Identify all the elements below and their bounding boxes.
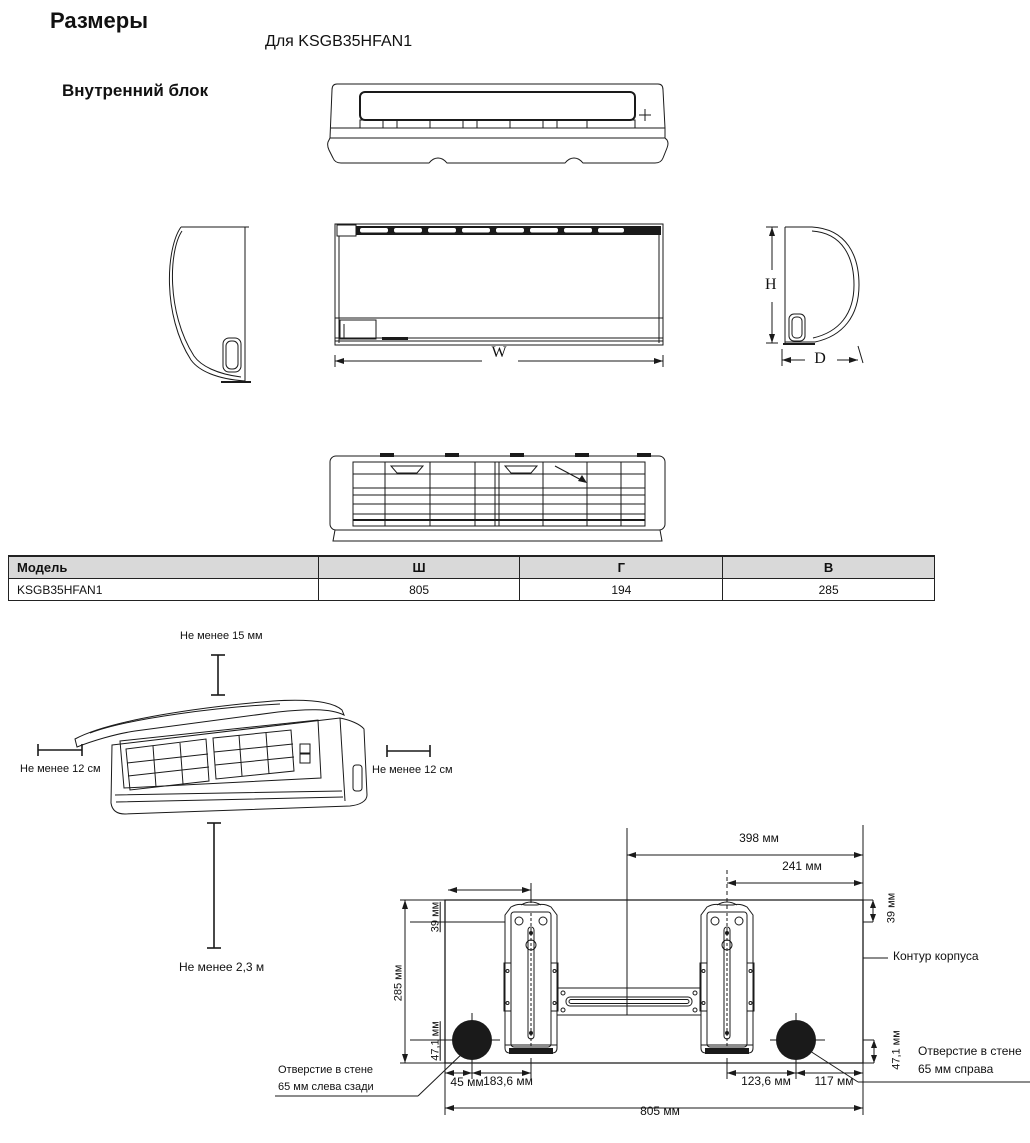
clearance-left-label: Не менее 12 см <box>20 763 101 775</box>
col-header-depth: Г <box>520 556 723 579</box>
clearance-right-label: Не менее 12 см <box>372 764 453 776</box>
wall-hole-left-line1: Отверстие в стене <box>278 1064 374 1076</box>
dim-805-label: 805 мм <box>640 1104 680 1118</box>
clearance-bar-left <box>38 744 82 756</box>
dim-47-left-label: 47,1 мм <box>429 1021 442 1061</box>
cell-depth: 194 <box>520 579 723 601</box>
height-dimension-letter: H <box>765 276 777 293</box>
dim-45-label: 45 мм <box>450 1075 484 1089</box>
dim-47-right-label: 47,1 мм <box>890 1030 903 1070</box>
dim-117-label: 117 мм <box>814 1074 854 1088</box>
model-subtitle: Для KSGB35HFAN1 <box>265 33 413 50</box>
depth-dimension-letter: D <box>814 350 826 367</box>
wall-hole-right-line1: Отверстие в стене <box>918 1044 1022 1058</box>
clearance-bar-right <box>387 745 430 757</box>
clearance-bottom-label: Не менее 2,3 м <box>179 960 265 974</box>
dim-123-label: 123,6 мм <box>741 1074 791 1088</box>
cell-height: 285 <box>723 579 935 601</box>
wall-hole-right-line2: 65 мм справа <box>918 1062 994 1076</box>
dim-285-label: 285 мм <box>392 964 405 1002</box>
wall-hole-right-label <box>918 1042 1022 1078</box>
indoor-unit-left-side-view-drawing <box>165 220 305 390</box>
wall-hole-left-line2: 65 мм слева сзади <box>278 1081 374 1093</box>
indoor-unit-top-view-drawing <box>325 80 670 175</box>
section-label: Внутренний блок <box>62 81 209 100</box>
dim-39-left-label: 39 мм <box>429 901 442 933</box>
page-title: Размеры <box>50 8 149 33</box>
indoor-unit-3d-drawing <box>75 700 367 814</box>
col-header-width: Ш <box>318 556 520 579</box>
clearance-bar-bottom <box>207 823 221 948</box>
wall-hole-left-label <box>278 1062 374 1096</box>
dim-241-label: 241 мм <box>782 859 822 873</box>
body-outline-label: Контур корпуса <box>893 949 979 963</box>
col-header-height: В <box>723 556 935 579</box>
width-dimension-letter: W <box>491 344 507 361</box>
col-header-model: Модель <box>9 556 319 579</box>
cell-width: 805 <box>318 579 520 601</box>
table-row <box>9 579 935 601</box>
cell-model: KSGB35HFAN1 <box>9 579 319 601</box>
indoor-unit-bottom-view-drawing <box>325 448 670 548</box>
clearance-bar-top <box>211 655 225 695</box>
dim-398-label: 398 мм <box>739 831 779 845</box>
dimensions-table <box>8 555 935 601</box>
dim-183-label: 183,6 мм <box>483 1074 533 1088</box>
table-header-row <box>9 556 935 579</box>
dim-39-right-label: 39 мм <box>885 892 898 924</box>
mounting-plate-diagram <box>260 815 1030 1143</box>
clearance-top-label: Не менее 15 мм <box>180 630 263 642</box>
